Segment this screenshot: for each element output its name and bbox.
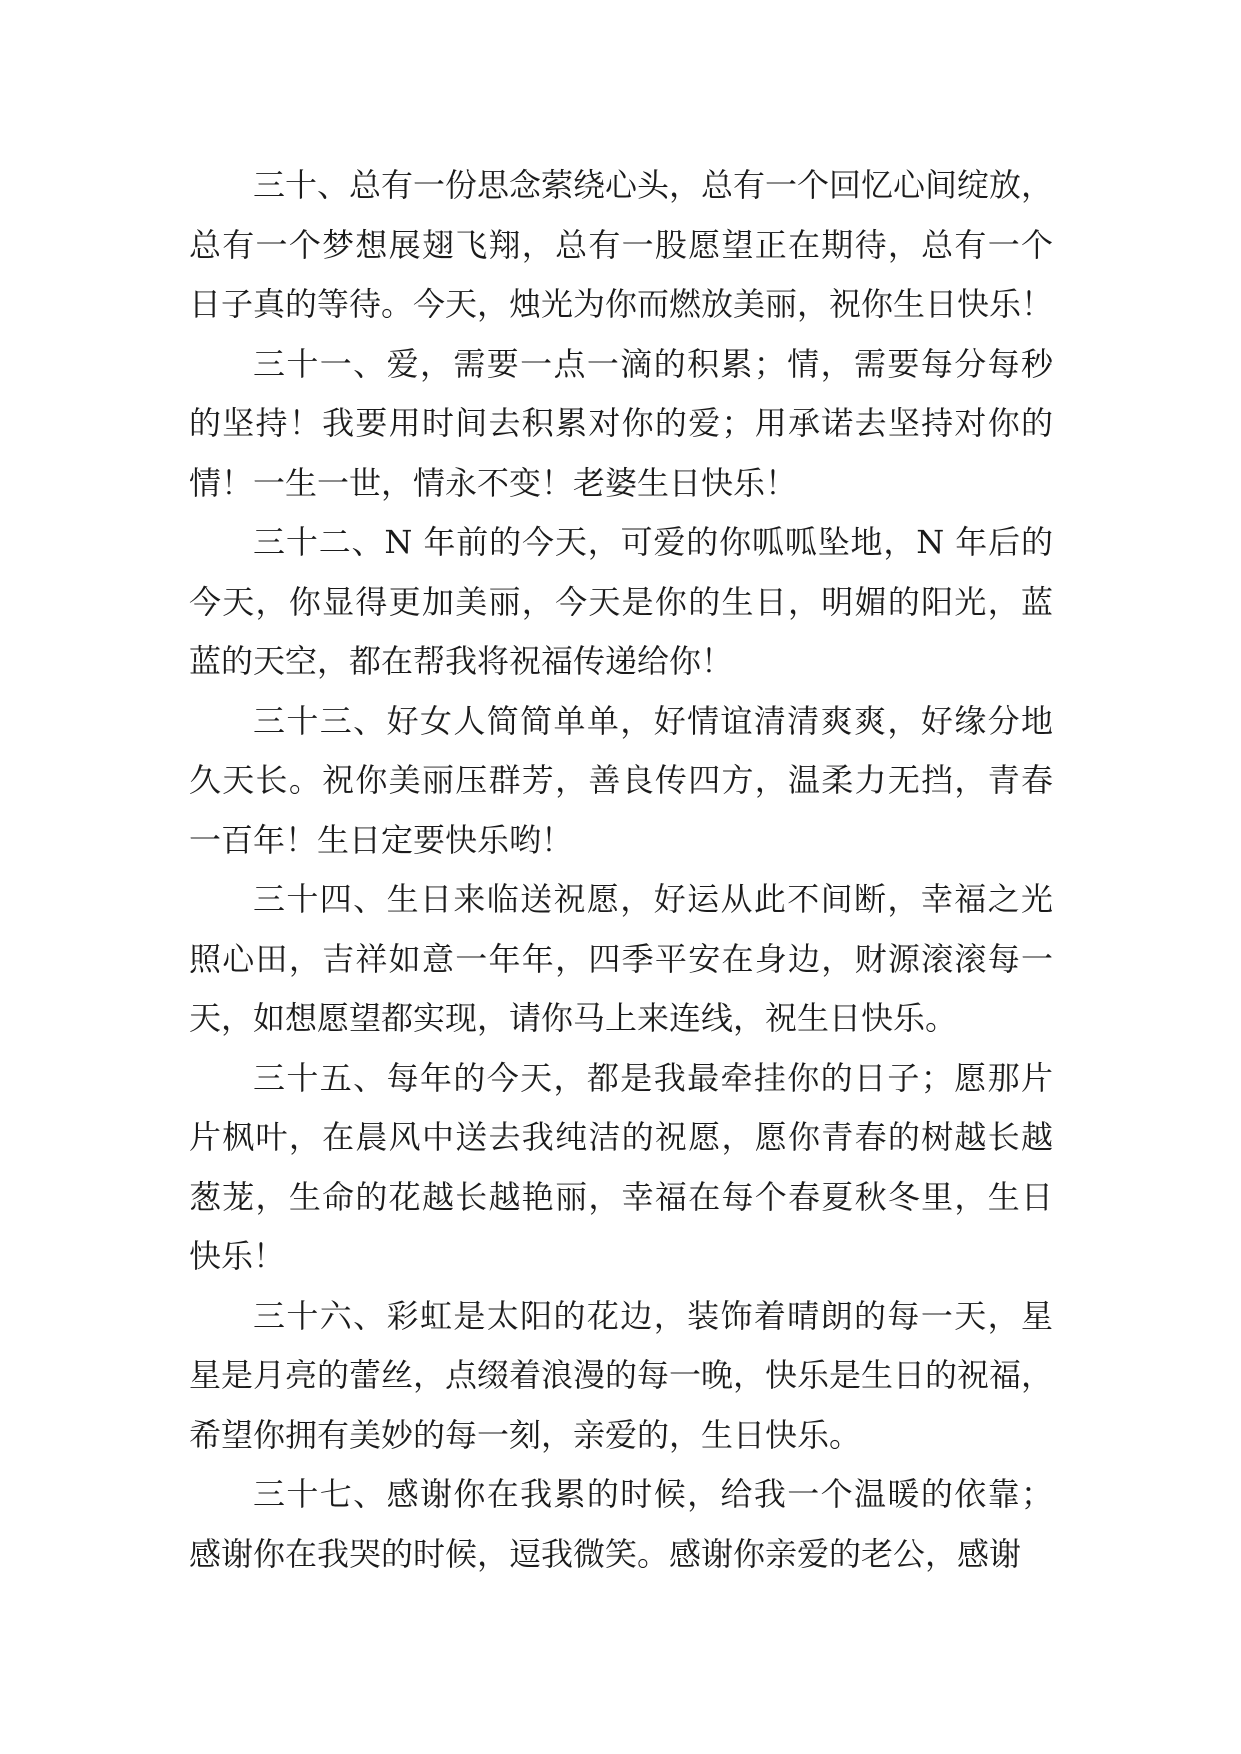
paragraph — [189, 692, 1053, 871]
paragraph — [189, 870, 1053, 1049]
paragraph-line: 情！一生一世，情永不变！老婆生日快乐！ — [189, 463, 798, 502]
paragraph — [189, 1287, 1053, 1466]
paragraph-line: 葱茏，生命的花越长越艳丽，幸福在每个春夏秋冬里，生日 — [189, 1177, 1053, 1216]
paragraph-line: 快乐！ — [189, 1237, 286, 1275]
paragraph-line: 今天，你显得更加美丽，今天是你的生日，明媚的阳光，蓝 — [189, 582, 1053, 621]
paragraph-line: 日子真的等待。今天，烛光为你而燃放美丽，祝你生日快乐！ — [189, 285, 1054, 323]
paragraph-line: 三十五、每年的今天，都是我最牵挂你的日子；愿那片 — [253, 1058, 1053, 1097]
paragraph-line: 感谢你在我哭的时候，逗我微笑。感谢你亲爱的老公，感谢 — [189, 1534, 1022, 1573]
paragraph-line: 蓝的天空，都在帮我将祝福传递给你！ — [189, 642, 734, 680]
paragraph-line: 三十、总有一份思念萦绕心头，总有一个回忆心间绽放， — [253, 166, 1054, 204]
paragraph-line: 星是月亮的蕾丝，点缀着浪漫的每一晚，快乐是生日的祝福， — [189, 1356, 1054, 1394]
paragraph — [189, 513, 1053, 692]
paragraph-line: 三十三、好女人简简单单，好情谊清清爽爽，好缘分地 — [253, 701, 1053, 740]
paragraph-line: 总有一个梦想展翅飞翔，总有一股愿望正在期待，总有一个 — [189, 225, 1053, 264]
paragraph-line: 三十二、N 年前的今天，可爱的你呱呱坠地，N 年后的 — [253, 523, 1053, 561]
paragraph-line: 三十四、生日来临送祝愿，好运从此不间断，幸福之光 — [253, 880, 1053, 918]
document-body — [189, 156, 1053, 1584]
paragraph-line: 片枫叶，在晨风中送去我纯洁的祝愿，愿你青春的树越长越 — [189, 1118, 1053, 1156]
paragraph-line: 三十七、感谢你在我累的时候，给我一个温暖的依靠； — [253, 1475, 1053, 1513]
paragraph-line: 三十一、爱，需要一点一滴的积累；情，需要每分每秒 — [253, 344, 1053, 383]
paragraph-line: 久天长。祝你美丽压群芳，善良传四方，温柔力无挡，青春 — [189, 761, 1053, 799]
paragraph — [189, 156, 1053, 335]
paragraph-line: 希望你拥有美妙的每一刻，亲爱的，生日快乐。 — [189, 1415, 862, 1454]
paragraph — [189, 335, 1053, 514]
paragraph-line: 三十六、彩虹是太阳的花边，装饰着晴朗的每一天，星 — [253, 1296, 1053, 1335]
paragraph-line: 的坚持！我要用时间去积累对你的爱；用承诺去坚持对你的 — [189, 404, 1053, 442]
paragraph — [189, 1465, 1053, 1584]
paragraph — [189, 1049, 1053, 1287]
paragraph-line: 照心田，吉祥如意一年年，四季平安在身边，财源滚滚每一 — [189, 939, 1053, 978]
paragraph-line: 一百年！生日定要快乐哟！ — [189, 820, 574, 859]
paragraph-line: 天，如想愿望都实现，请你马上来连线，祝生日快乐。 — [189, 999, 958, 1037]
